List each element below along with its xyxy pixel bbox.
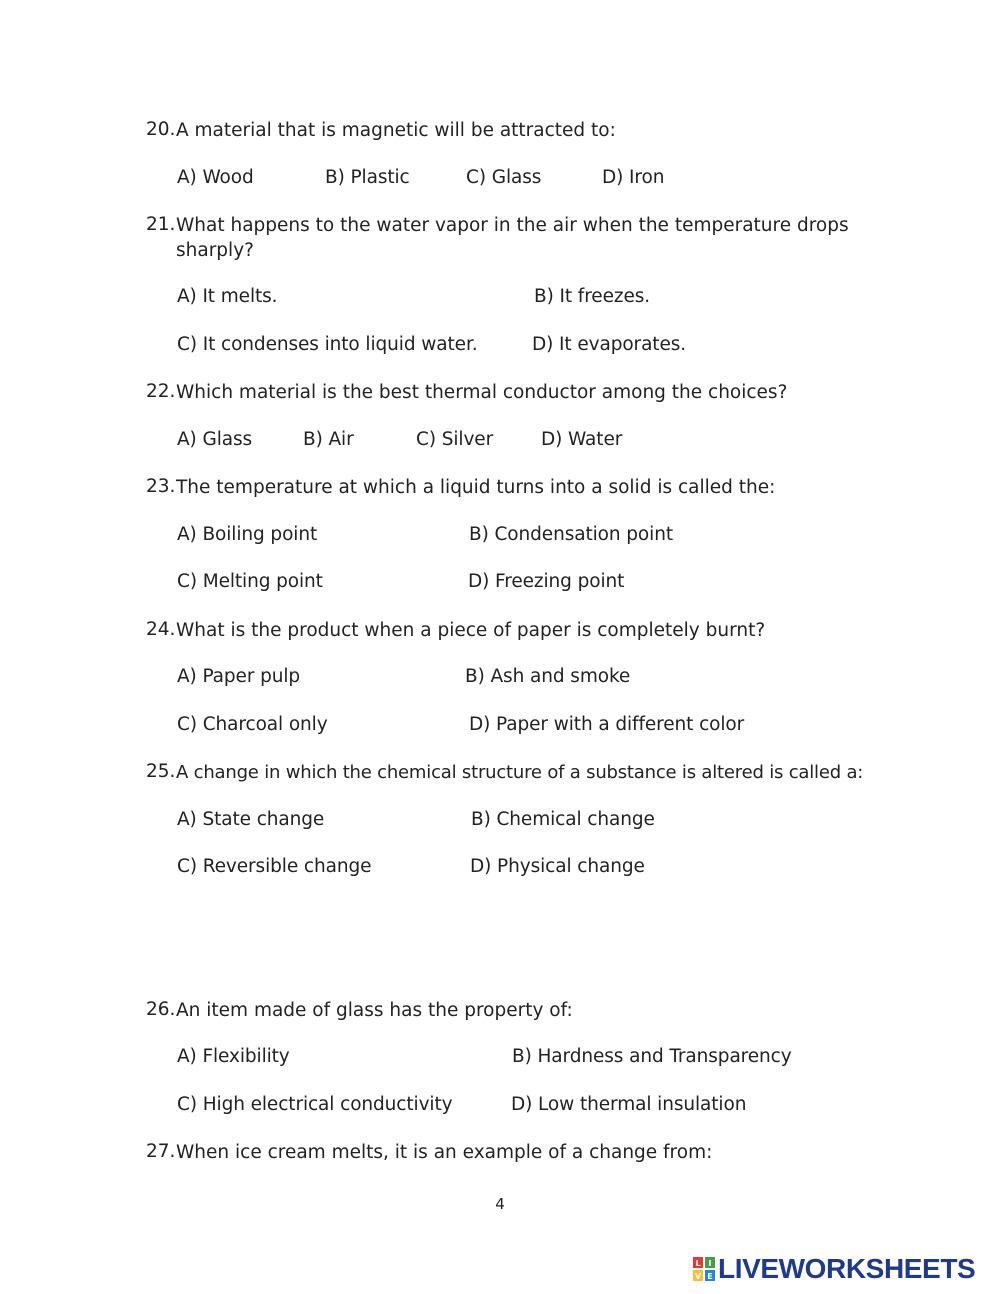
question-text: An item made of glass has the property of: bbox=[176, 1000, 573, 1021]
option-d: D) Iron bbox=[602, 167, 665, 188]
question-number: 20. bbox=[146, 119, 176, 140]
option-a: A) Paper pulp bbox=[177, 666, 301, 687]
question-number: 26. bbox=[146, 999, 176, 1020]
svg-text:E: E bbox=[707, 1272, 713, 1281]
question-text: What is the product when a piece of paper is completely burnt? bbox=[176, 620, 766, 641]
option-d: D) Water bbox=[541, 429, 623, 450]
liveworksheets-brand[interactable] bbox=[692, 1252, 975, 1286]
option-d: D) Low thermal insulation bbox=[511, 1094, 747, 1115]
option-d: D) Freezing point bbox=[468, 571, 625, 592]
option-c: C) Charcoal only bbox=[177, 714, 328, 735]
option-a: A) Wood bbox=[177, 167, 254, 188]
option-d: D) Physical change bbox=[470, 856, 645, 877]
option-b: B) Ash and smoke bbox=[465, 666, 631, 687]
svg-text:V: V bbox=[694, 1272, 702, 1281]
option-c: C) It condenses into liquid water. bbox=[177, 334, 478, 355]
svg-text:L: L bbox=[695, 1259, 701, 1268]
option-c: C) High electrical conductivity bbox=[177, 1094, 453, 1115]
option-a: A) Boiling point bbox=[177, 524, 318, 545]
question-number: 24. bbox=[146, 619, 176, 640]
option-d: D) Paper with a different color bbox=[469, 714, 745, 735]
option-c: C) Glass bbox=[466, 167, 542, 188]
option-b: B) It freezes. bbox=[534, 286, 651, 307]
option-c: C) Melting point bbox=[177, 571, 323, 592]
option-a: A) Flexibility bbox=[177, 1046, 290, 1067]
question-text: When ice cream melts, it is an example of a change from: bbox=[176, 1142, 713, 1163]
option-c: C) Reversible change bbox=[177, 856, 372, 877]
option-b: B) Plastic bbox=[325, 167, 410, 188]
question-text: The temperature at which a liquid turns into a solid is called the: bbox=[176, 477, 776, 498]
option-a: A) Glass bbox=[177, 429, 253, 450]
option-b: B) Chemical change bbox=[471, 809, 655, 830]
liveworksheets-logo-icon bbox=[692, 1256, 716, 1282]
question-number: 23. bbox=[146, 476, 176, 497]
question-text: A material that is magnetic will be attracted to: bbox=[176, 120, 616, 141]
option-b: B) Condensation point bbox=[469, 524, 673, 545]
question-number: 22. bbox=[146, 381, 176, 402]
question-text: Which material is the best thermal conductor among the choices? bbox=[176, 382, 788, 403]
option-a: A) State change bbox=[177, 809, 325, 830]
brand-name: LIVEWORKSHEETS bbox=[718, 1253, 976, 1284]
option-b: B) Hardness and Transparency bbox=[512, 1046, 792, 1067]
option-d: D) It evaporates. bbox=[532, 334, 687, 355]
question-number: 27. bbox=[146, 1141, 176, 1162]
page-number: 4 bbox=[495, 1195, 505, 1213]
question-number: 21. bbox=[146, 214, 176, 235]
question-text: What happens to the water vapor in the air when the temperature drops sharply? bbox=[176, 215, 849, 261]
svg-text:I: I bbox=[708, 1259, 712, 1268]
option-b: B) Air bbox=[303, 429, 354, 450]
question-text: A change in which the chemical structure of a substance is altered is called a: bbox=[176, 762, 864, 783]
question-number: 25. bbox=[146, 761, 176, 782]
option-c: C) Silver bbox=[416, 429, 494, 450]
option-a: A) It melts. bbox=[177, 286, 278, 307]
